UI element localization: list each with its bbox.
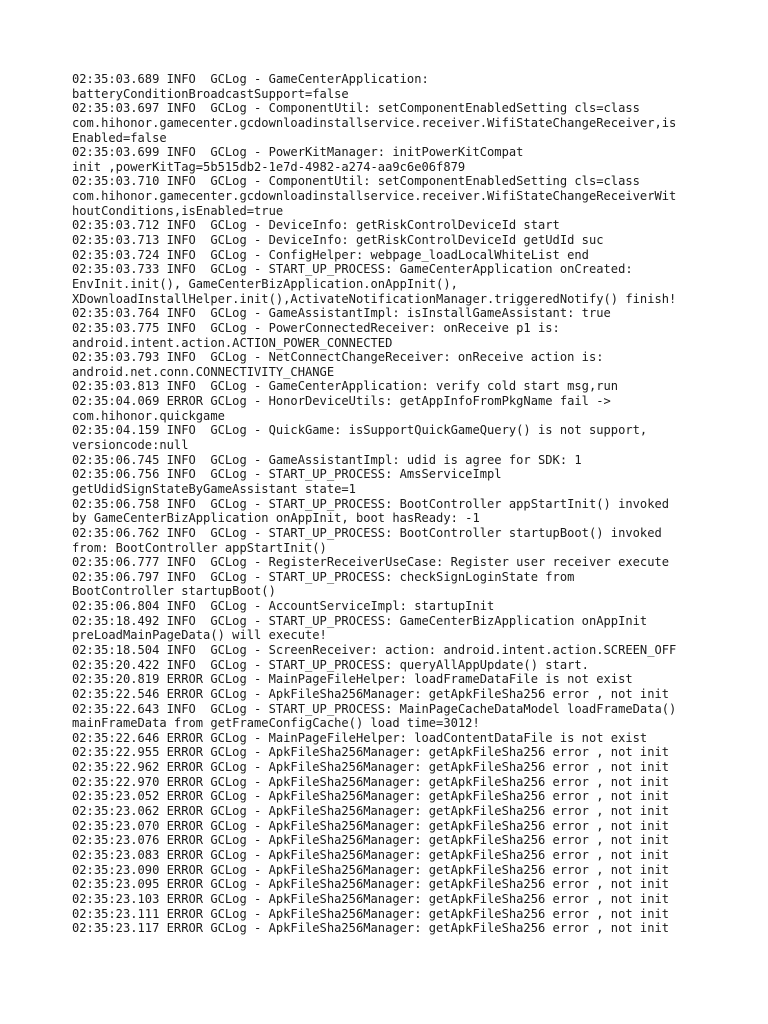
log-line: 02:35:06.804 INFO GCLog - AccountServiceImpl: startupInit: [72, 599, 495, 614]
log-line: 02:35:03.775 INFO GCLog - PowerConnectedReceiver: onReceive p1 is:: [72, 320, 560, 335]
log-line: init ,powerKitTag=5b515db2-1e7d-4982-a274-aa9c6e06f879: [72, 159, 466, 174]
log-line: android.net.conn.CONNECTIVITY_CHANGE: [72, 364, 335, 379]
log-line: 02:35:22.970 ERROR GCLog - ApkFileSha256Manager: getApkFileSha256 error , not init: [72, 774, 670, 789]
log-line: 02:35:23.103 ERROR GCLog - ApkFileSha256Manager: getApkFileSha256 error , not init: [72, 891, 670, 906]
log-line: 02:35:06.758 INFO GCLog - START_UP_PROCESS: BootController appStartInit() invoked: [72, 496, 670, 511]
log-line: 02:35:23.111 ERROR GCLog - ApkFileSha256Manager: getApkFileSha256 error , not init: [72, 906, 670, 921]
log-text-view: [72, 72, 712, 936]
log-line: com.hihonor.gamecenter.gcdownloadinstallservice.receiver.WifiStateChangeReceiverWit: [72, 189, 677, 204]
log-line: 02:35:20.819 ERROR GCLog - MainPageFileHelper: loadFrameDataFile is not exist: [72, 672, 633, 687]
log-line: 02:35:22.643 INFO GCLog - START_UP_PROCESS: MainPageCacheDataModel loadFrameData(): [72, 701, 677, 716]
log-line: batteryConditionBroadcastSupport=false: [72, 86, 349, 101]
log-line: houtConditions,isEnabled=true: [72, 203, 284, 218]
log-line: mainFrameData from getFrameConfigCache() load time=3012!: [72, 716, 480, 731]
log-line: com.hihonor.gamecenter.gcdownloadinstallservice.receiver.WifiStateChangeReceiver,is: [72, 115, 677, 130]
log-line: 02:35:23.083 ERROR GCLog - ApkFileSha256Manager: getApkFileSha256 error , not init: [72, 847, 670, 862]
log-line: 02:35:03.764 INFO GCLog - GameAssistantImpl: isInstallGameAssistant: true: [72, 306, 611, 321]
log-line: 02:35:23.076 ERROR GCLog - ApkFileSha256Manager: getApkFileSha256 error , not init: [72, 833, 670, 848]
log-line: 02:35:03.724 INFO GCLog - ConfigHelper: webpage_loadLocalWhiteList end: [72, 247, 589, 262]
log-line: EnvInit.init(), GameCenterBizApplication.onAppInit(),: [72, 276, 458, 291]
log-line: 02:35:06.797 INFO GCLog - START_UP_PROCESS: checkSignLoginState from: [72, 569, 575, 584]
log-line: 02:35:06.745 INFO GCLog - GameAssistantImpl: udid is agree for SDK: 1: [72, 452, 582, 467]
log-line: 02:35:03.689 INFO GCLog - GameCenterApplication:: [72, 72, 429, 86]
log-line: 02:35:04.159 INFO GCLog - QuickGame: isSupportQuickGameQuery() is not support,: [72, 423, 648, 438]
log-line: 02:35:22.646 ERROR GCLog - MainPageFileHelper: loadContentDataFile is not exist: [72, 730, 648, 745]
log-line: preLoadMainPageData() will execute!: [72, 628, 327, 643]
log-line: 02:35:23.070 ERROR GCLog - ApkFileSha256Manager: getApkFileSha256 error , not init: [72, 818, 670, 833]
log-line: com.hihonor.quickgame: [72, 408, 225, 423]
log-line: 02:35:03.697 INFO GCLog - ComponentUtil: setComponentEnabledSetting cls=class: [72, 101, 640, 116]
log-line: 02:35:03.710 INFO GCLog - ComponentUtil: setComponentEnabledSetting cls=class: [72, 174, 640, 189]
log-line: 02:35:22.955 ERROR GCLog - ApkFileSha256Manager: getApkFileSha256 error , not init: [72, 745, 670, 760]
log-line: 02:35:23.095 ERROR GCLog - ApkFileSha256Manager: getApkFileSha256 error , not init: [72, 877, 670, 892]
log-line: 02:35:06.762 INFO GCLog - START_UP_PROCESS: BootController startupBoot() invoked: [72, 525, 662, 540]
log-line: 02:35:03.713 INFO GCLog - DeviceInfo: getRiskControlDeviceId getUdId suc: [72, 233, 604, 248]
log-line: 02:35:03.699 INFO GCLog - PowerKitManager: initPowerKitCompat: [72, 145, 524, 160]
log-line: 02:35:06.756 INFO GCLog - START_UP_PROCESS: AmsServiceImpl: [72, 467, 502, 482]
log-line: by GameCenterBizApplication onAppInit, boot hasReady: -1: [72, 511, 480, 526]
log-line: 02:35:06.777 INFO GCLog - RegisterReceiverUseCase: Register user receiver execute: [72, 555, 670, 570]
log-line: 02:35:22.962 ERROR GCLog - ApkFileSha256Manager: getApkFileSha256 error , not init: [72, 760, 670, 775]
log-line: XDownloadInstallHelper.init(),ActivateNotificationManager.triggeredNotify() finish!: [72, 291, 677, 306]
log-line: 02:35:23.090 ERROR GCLog - ApkFileSha256Manager: getApkFileSha256 error , not init: [72, 862, 670, 877]
log-line: 02:35:03.712 INFO GCLog - DeviceInfo: getRiskControlDeviceId start: [72, 218, 560, 233]
log-line: 02:35:03.793 INFO GCLog - NetConnectChangeReceiver: onReceive action is:: [72, 350, 604, 365]
log-line: Enabled=false: [72, 130, 167, 145]
log-line: 02:35:22.546 ERROR GCLog - ApkFileSha256Manager: getApkFileSha256 error , not init: [72, 686, 670, 701]
log-line: 02:35:18.492 INFO GCLog - START_UP_PROCESS: GameCenterBizApplication onAppInit: [72, 613, 648, 628]
log-line: getUdidSignStateByGameAssistant state=1: [72, 481, 356, 496]
log-line: android.intent.action.ACTION_POWER_CONNECTED: [72, 335, 393, 350]
log-line: 02:35:18.504 INFO GCLog - ScreenReceiver: action: android.intent.action.SCREEN_OFF: [72, 642, 677, 657]
log-line: 02:35:03.813 INFO GCLog - GameCenterApplication: verify cold start msg,run: [72, 379, 619, 394]
log-line: BootController startupBoot(): [72, 584, 276, 599]
log-line: 02:35:04.069 ERROR GCLog - HonorDeviceUtils: getAppInfoFromPkgName fail ->: [72, 394, 611, 409]
log-line: 02:35:23.052 ERROR GCLog - ApkFileSha256Manager: getApkFileSha256 error , not init: [72, 789, 670, 804]
log-line: 02:35:23.117 ERROR GCLog - ApkFileSha256Manager: getApkFileSha256 error , not init: [72, 921, 670, 936]
log-line: 02:35:23.062 ERROR GCLog - ApkFileSha256Manager: getApkFileSha256 error , not init: [72, 804, 670, 819]
log-line: from: BootController appStartInit(): [72, 540, 327, 555]
log-line: 02:35:20.422 INFO GCLog - START_UP_PROCESS: queryAllAppUpdate() start.: [72, 657, 589, 672]
log-line: versioncode:null: [72, 438, 189, 453]
log-line: 02:35:03.733 INFO GCLog - START_UP_PROCESS: GameCenterApplication onCreated:: [72, 262, 633, 277]
